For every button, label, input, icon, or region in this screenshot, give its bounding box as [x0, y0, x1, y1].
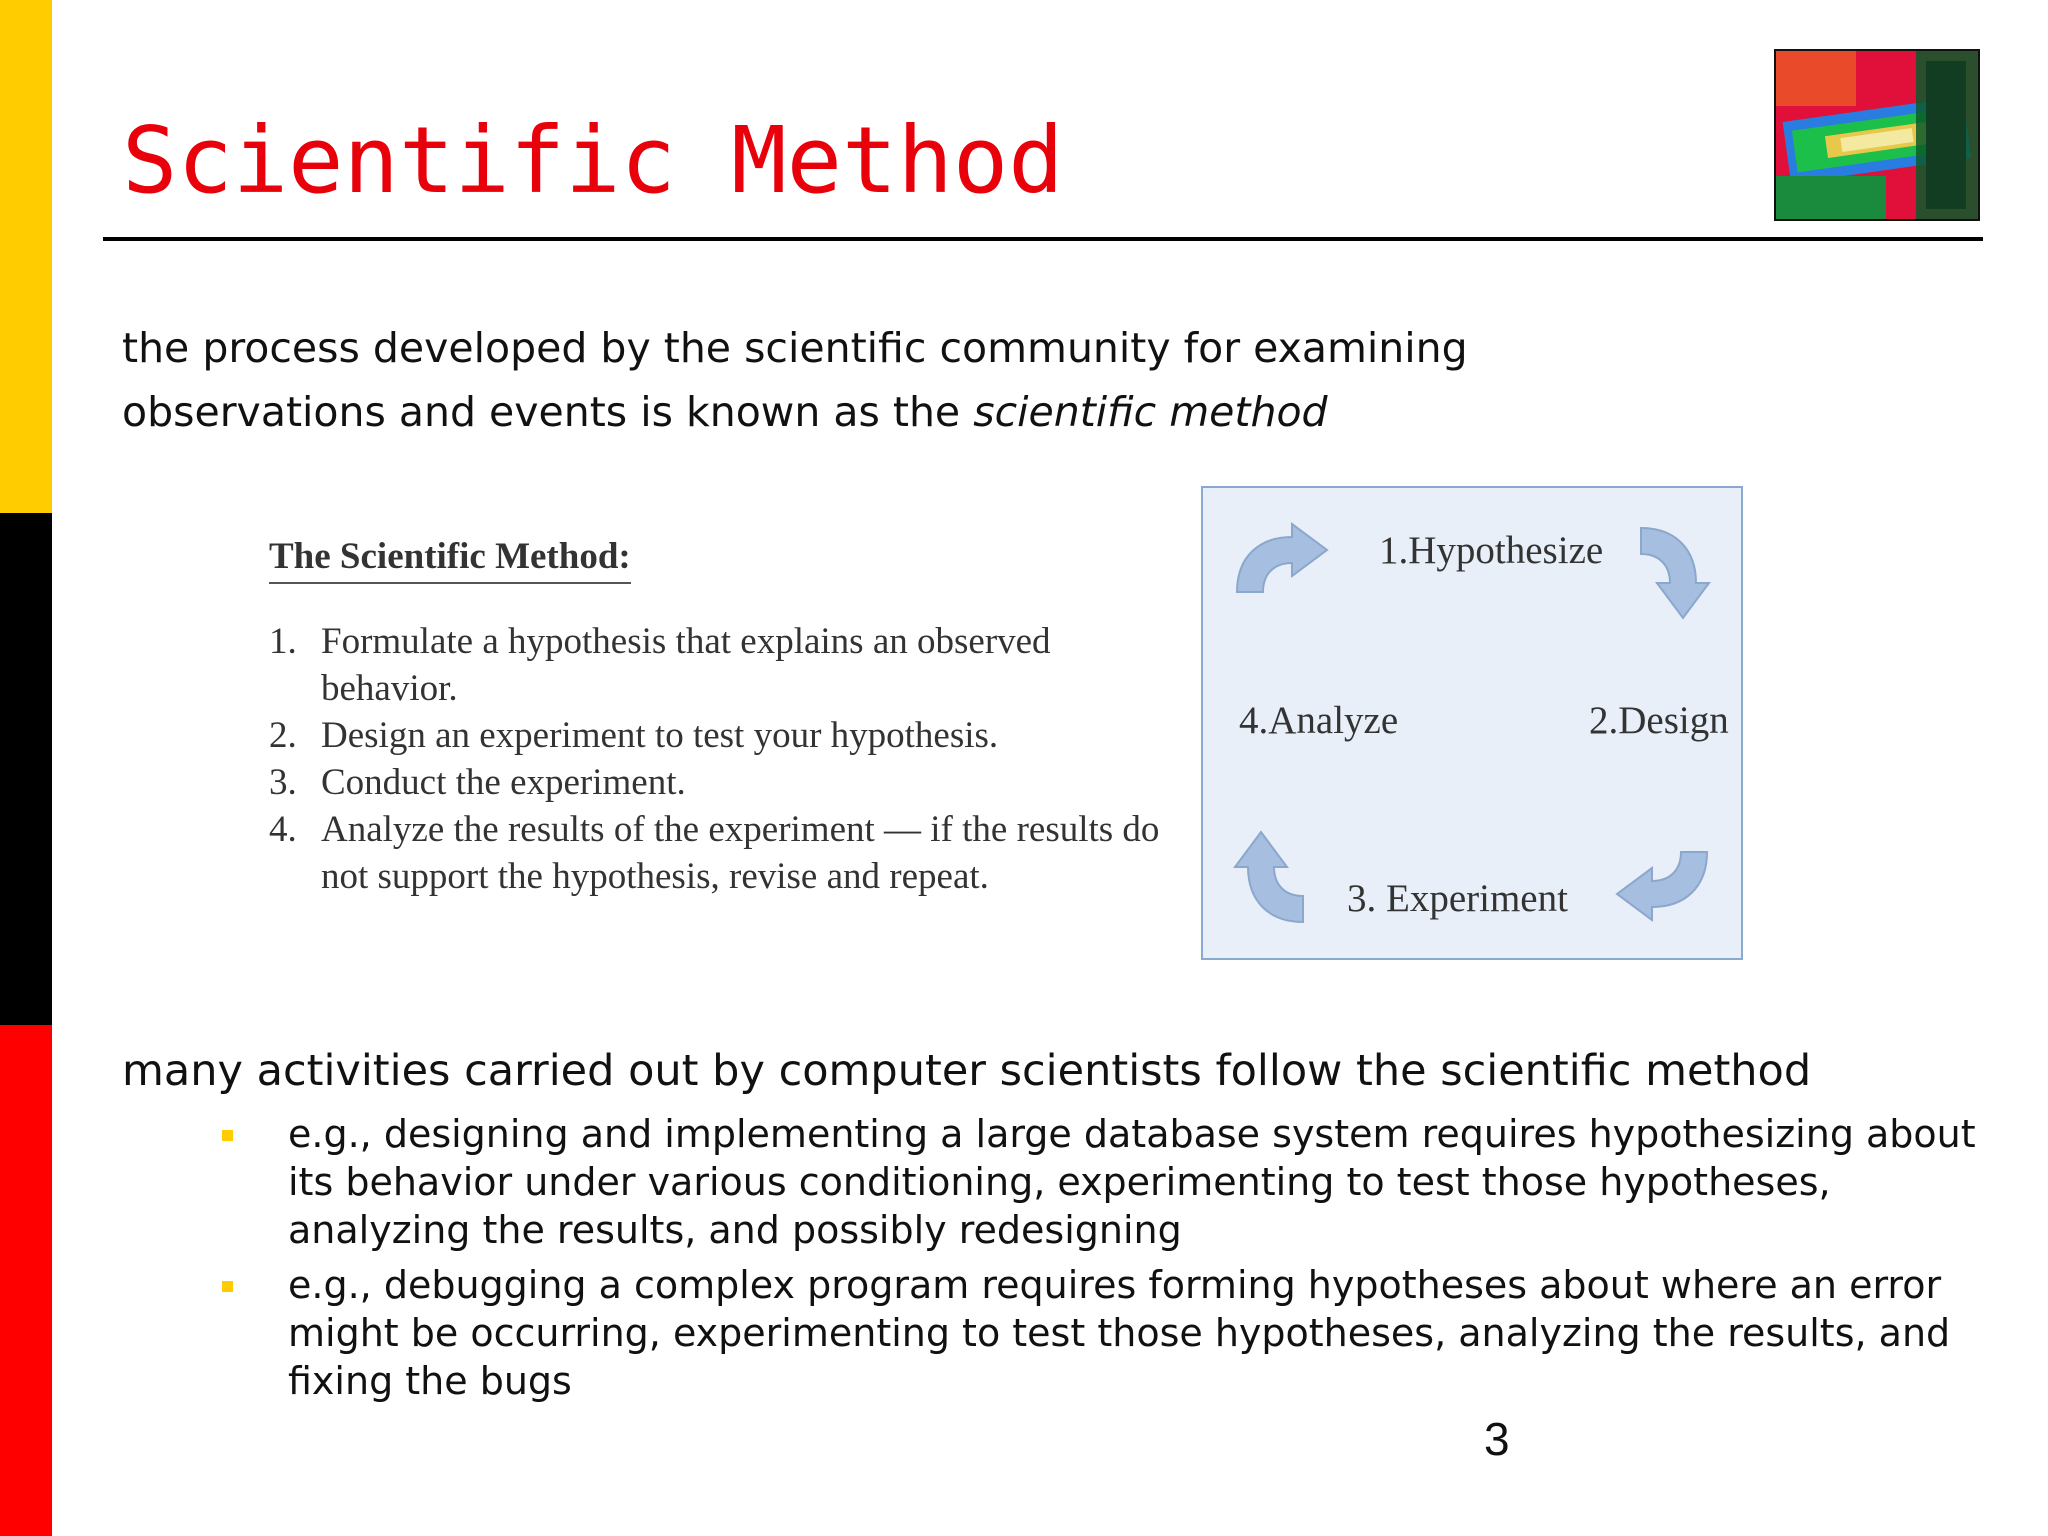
cycle-label-hypothesize: 1.Hypothesize — [1379, 529, 1604, 572]
side-strip-red — [0, 1025, 52, 1536]
method-step-list — [265, 618, 1195, 900]
side-strip-black — [0, 513, 52, 1025]
method-step: 2. Design an experiment to test your hypothesis. — [269, 715, 999, 756]
list-item: e.g., debugging a complex program requires forming hypotheses about where an error might be occurring, experimenting to test those hypotheses, analyzing the results, and fixing the bugs — [220, 1261, 1980, 1405]
intro-paragraph — [122, 316, 1742, 444]
scientific-method-term: scientific method — [973, 388, 1328, 436]
method-step: 3. Conduct the experiment. — [269, 762, 686, 803]
bullet-square-icon — [222, 1281, 233, 1292]
cycle-label-design: 2.Design — [1589, 699, 1729, 742]
page-number: 3 — [1484, 1413, 1510, 1465]
example-list — [220, 1110, 1980, 1412]
method-step: 1. Formulate a hypothesis that explains an observed behavior. — [269, 621, 1051, 709]
method-step: 4. Analyze the results of the experiment — if the results do not support the hypothesis, revise and repeat. — [269, 809, 1160, 897]
scientific-method-steps — [265, 535, 1195, 900]
intro-line-1: the process developed by the scientific community for examining — [122, 324, 1468, 372]
decorative-level-image — [1774, 49, 1980, 221]
intro-line-2: observations and events is known as the — [122, 388, 974, 436]
title-divider — [103, 237, 1983, 241]
cycle-label-analyze: 4.Analyze — [1239, 699, 1399, 742]
slide-title: Scientific Method — [122, 107, 1064, 214]
scientific-method-cycle — [1201, 486, 1743, 960]
list-item: e.g., designing and implementing a large database system requires hypothesizing about its behavior under various conditioning, experimenting to test those hypotheses, analyzing the results, and possibly redesigning — [220, 1110, 1980, 1254]
method-heading: The Scientific Method: — [269, 535, 631, 584]
side-strip-yellow — [0, 0, 52, 513]
cycle-label-experiment: 3. Experiment — [1347, 877, 1568, 920]
bullet-square-icon — [222, 1130, 233, 1141]
spirit-level-icon — [1776, 51, 1978, 219]
main-point: many activities carried out by computer scientists follow the scientific method — [122, 1046, 1812, 1096]
